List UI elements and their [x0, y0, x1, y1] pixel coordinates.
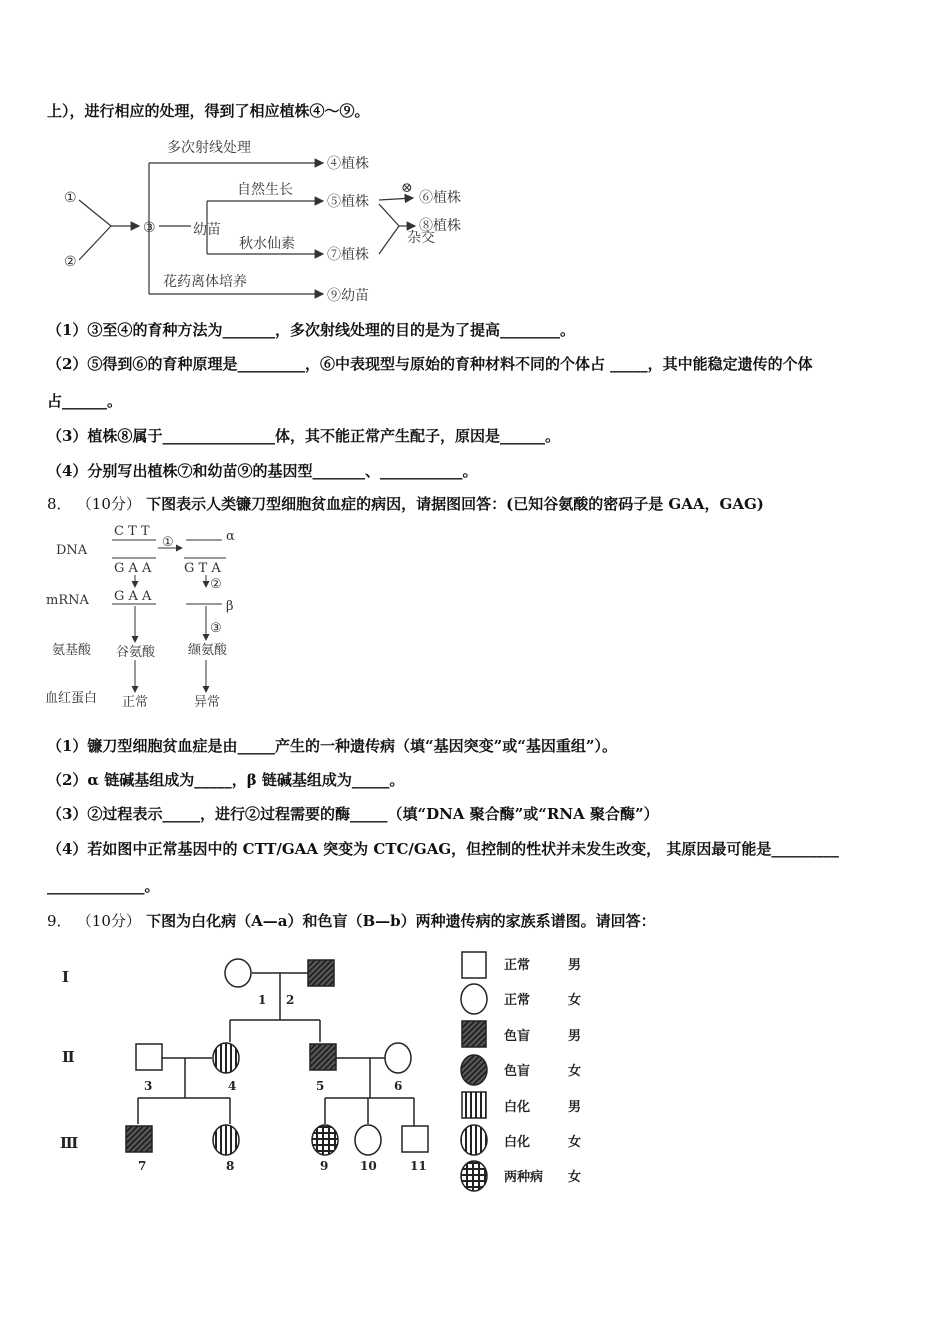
id-11: 11: [410, 1159, 427, 1173]
q9-header: [47, 911, 656, 931]
legend-symbol-colorblind-female: [461, 1055, 487, 1085]
individual-3: [136, 1044, 162, 1070]
id-2: 2: [286, 993, 295, 1007]
legend-sex-2: 男: [568, 1029, 582, 1044]
generation-3: Ⅲ: [60, 1134, 79, 1152]
q7-part-3: （3）植株⑧属于_______________体，其不能正常产生配子，原因是______。: [47, 427, 560, 445]
individual-7: [126, 1126, 152, 1152]
individual-8: [213, 1125, 239, 1155]
legend-label-6: 两种病: [504, 1170, 544, 1185]
amino-mutant: 缬氨酸: [188, 643, 228, 658]
node-2: ②: [64, 254, 77, 270]
branch-anther-label: 花药离体培养: [163, 274, 247, 290]
result-4: ④植株: [327, 156, 369, 172]
q8-part-3: （3）②过程表示_____，进行②过程需要的酶_____（填“DNA 聚合酶”或“RNA 聚合酶”）: [47, 805, 659, 823]
q7-part-2a: （2）⑤得到⑥的育种原理是_________，⑥中表现型与原始的育种材料不同的个体占 _____，其中能稳定遗传的个体: [47, 355, 813, 373]
id-6: 6: [394, 1079, 403, 1093]
q8-part-2: （2）α 链碱基组成为_____，β 链碱基组成为_____。: [47, 771, 405, 789]
id-8: 8: [226, 1159, 235, 1173]
hemoglobin-abnormal: 异常: [194, 695, 221, 710]
q9-stem: 下图为白化病（A—a）和色盲（B—b）两种遗传病的家族系谱图。请回答：: [146, 912, 656, 930]
cross-label: 杂交: [407, 230, 435, 246]
id-10: 10: [360, 1159, 377, 1173]
step-2: ②: [210, 577, 222, 592]
legend-label-4: 白化: [504, 1100, 531, 1115]
id-5: 5: [316, 1079, 325, 1093]
q7-part-1: （1）③至④的育种方法为_______，多次射线处理的目的是为了提高________。: [47, 321, 575, 339]
individual-9: [312, 1125, 338, 1155]
beta-label: β: [226, 599, 234, 614]
id-3: 3: [144, 1079, 153, 1093]
breeding-diagram: [55, 128, 525, 310]
q8-stem: 下图表示人类镰刀型细胞贫血症的病因，请据图回答：(已知谷氨酸的密码子是 GAA，GAG): [146, 495, 764, 513]
hemoglobin-normal: 正常: [122, 695, 149, 710]
individual-2: [308, 960, 334, 986]
legend-symbol-albino-male: [462, 1092, 486, 1118]
row-hemoglobin-label: 血红蛋白: [45, 691, 98, 706]
row-mrna-label: mRNA: [46, 593, 89, 608]
id-9: 9: [320, 1159, 329, 1173]
result-7: ⑦植株: [327, 247, 369, 263]
q7-part-2b: 占______。: [47, 392, 123, 410]
legend-sex-5: 女: [568, 1135, 582, 1150]
legend-sex-3: 女: [568, 1064, 582, 1079]
node-1: ①: [64, 190, 77, 206]
mrna-normal: G A A: [114, 589, 152, 604]
generation-2: Ⅱ: [62, 1048, 75, 1066]
q8-header: [47, 494, 764, 514]
branch-radiation-label: 多次射线处理: [167, 140, 251, 156]
legend-sex-6: 女: [568, 1170, 582, 1185]
seedling-label: 幼苗: [193, 222, 221, 238]
pedigree-chart: [40, 940, 600, 1200]
row-dna-label: DNA: [56, 543, 88, 558]
id-1: 1: [258, 993, 267, 1007]
legend-symbol-colorblind-male: [462, 1021, 486, 1047]
q9-number: 9．: [47, 912, 72, 930]
legend-symbol-normal-male: [462, 952, 486, 978]
legend-label-0: 正常: [504, 958, 531, 973]
q8-number: 8．: [47, 495, 72, 513]
amino-normal: 谷氨酸: [116, 645, 156, 660]
q8-score: （10分）: [76, 495, 141, 513]
result-8: ⑧植株: [419, 218, 461, 234]
result-9: ⑨幼苗: [327, 288, 369, 304]
branch-natural-label: 自然生长: [237, 182, 293, 198]
result-6: ⑥植株: [419, 190, 461, 206]
result-5: ⑤植株: [327, 194, 369, 210]
legend-sex-0: 男: [568, 958, 582, 973]
q8-part-4b: _____________。: [47, 877, 160, 895]
q8-part-1: （1）镰刀型细胞贫血症是由_____产生的一种遗传病（填“基因突变”或“基因重组”）。: [47, 737, 617, 755]
q9-score: （10分）: [76, 912, 141, 930]
legend-label-2: 色盲: [504, 1029, 531, 1044]
step-1: ①: [162, 535, 174, 550]
intro-line: 上），进行相应的处理，得到了相应植株④～⑨。: [47, 102, 370, 120]
step-3: ③: [210, 621, 222, 636]
q8-part-4a: （4）若如图中正常基因中的 CTT/GAA 突变为 CTC/GAG，但控制的性状并未发生改变， 其原因最可能是_________: [47, 840, 839, 858]
id-4: 4: [228, 1079, 237, 1093]
individual-1: [225, 959, 251, 987]
legend-symbol-both-female: [461, 1161, 487, 1191]
individual-5: [310, 1044, 336, 1070]
legend-symbol-albino-female: [461, 1125, 487, 1155]
id-7: 7: [138, 1159, 147, 1173]
individual-11: [402, 1126, 428, 1152]
legend-label-5: 白化: [504, 1135, 531, 1150]
q7-part-4: （4）分别写出植株⑦和幼苗⑨的基因型_______、___________。: [47, 462, 478, 480]
individual-6: [385, 1043, 411, 1073]
dna-top-strand: C T T: [114, 524, 150, 539]
alpha-label: α: [226, 529, 235, 544]
legend-symbol-normal-female: [461, 984, 487, 1014]
row-amino-label: 氨基酸: [52, 643, 92, 658]
dna-bottom-strand: G A A: [114, 561, 152, 576]
individual-10: [355, 1125, 381, 1155]
sickle-cell-diagram: [40, 520, 270, 720]
legend-sex-4: 男: [568, 1100, 582, 1115]
branch-colchicine-label: 秋水仙素: [239, 236, 295, 252]
legend-label-1: 正常: [504, 993, 531, 1008]
individual-4: [213, 1043, 239, 1073]
selfing-symbol: ⊗: [401, 180, 413, 196]
mutant-bottom-strand: G T A: [184, 561, 221, 576]
generation-1: Ⅰ: [62, 968, 70, 986]
legend-sex-1: 女: [568, 993, 582, 1008]
legend-label-3: 色盲: [504, 1064, 531, 1079]
node-3: ③: [143, 220, 156, 236]
